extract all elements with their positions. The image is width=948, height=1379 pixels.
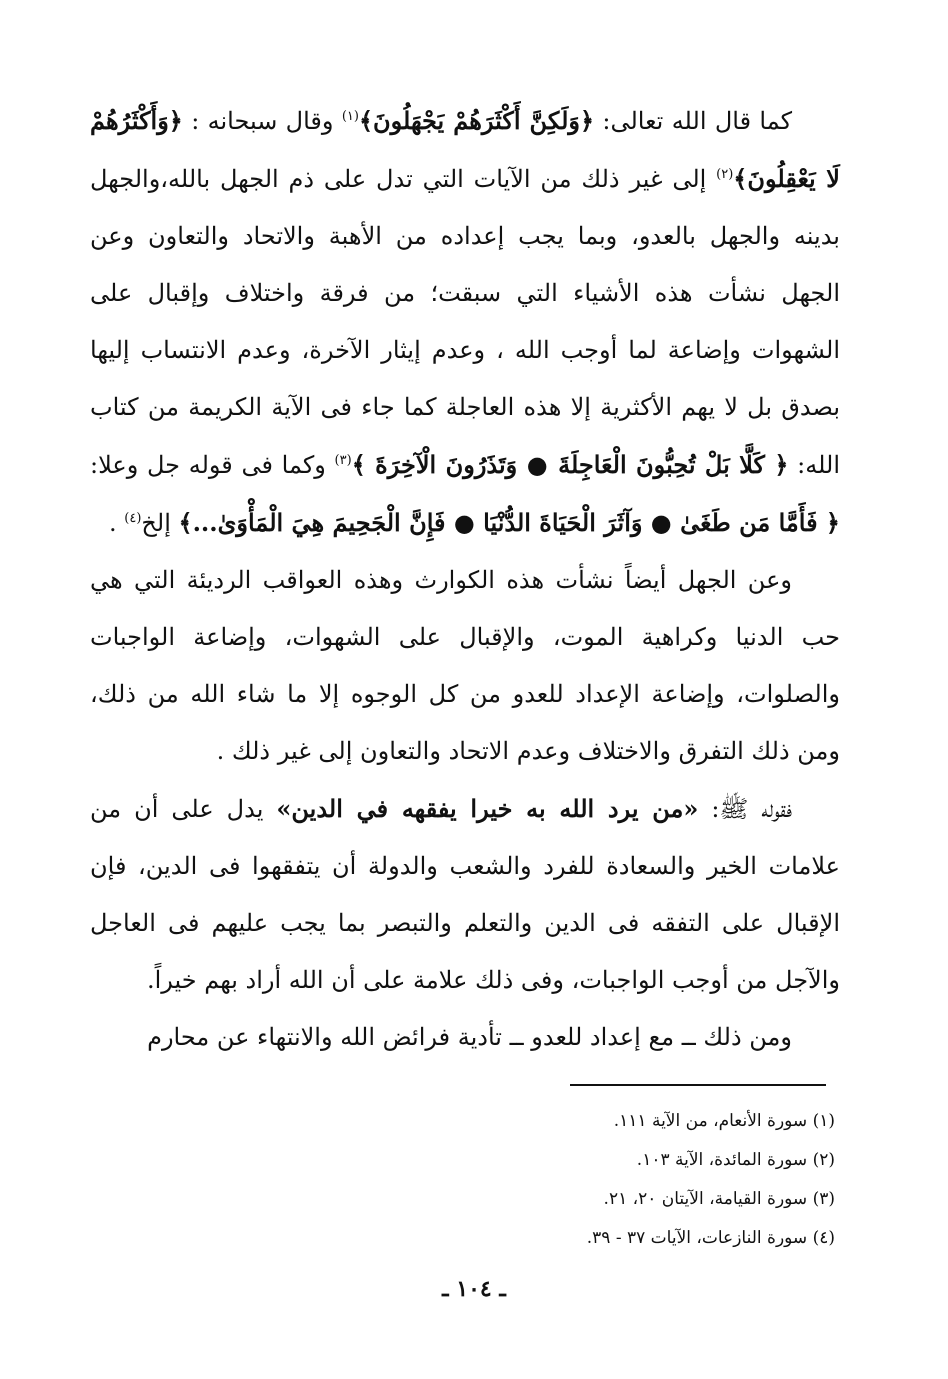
text-span: إلخ (141, 509, 179, 537)
paragraph-4: ومن ذلك ــ مع إعداد للعدو ــ تأدية فرائض الله والانتهاء عن محارم (147, 1023, 792, 1051)
paragraph-3 (90, 780, 840, 1009)
text-span: إلى غير ذلك من الآيات التي تدل على ذم الجهل بالله،والجهل بدينه والجهل بالعدو، وبما يجب إعداده من الأهبة والاتحاد والتعاون وعن الجهل نشأت هذه الأشياء التي سبقت؛ من فرقة واختلاف وإقبال على الشهوات وإضاعة لما أوجب الله ، وعدم إيثار الآخرة، وعدم الانتساب إليها بصدق بل لا يهم الأكثرية إلا هذه العاجلة كما جاء فى الآية الكريمة من كتاب الله: (90, 165, 841, 479)
text-span: فقوله ﷺ: (698, 795, 792, 823)
text-span: يدل على أن من علامات الخير والسعادة للفرد والشعب والدولة أن يتفقهوا فى الدين، فإن الإقبال على التفقه فى الدين والتعلم والتبصر بما يجب عليهم فى العاجل والآجل من أوجب الواجبات، وفى ذلك علامة على أن الله أراد بهم خيراً. (90, 795, 840, 994)
footnote-ref-1[interactable]: (١) (341, 109, 359, 124)
paragraph-1 (90, 92, 840, 552)
quran-verse: ﴿ فَأَمَّا مَن طَغَىٰ ● وَآثَرَ الْحَيَاةَ الدُّنْيَا ● فَإِنَّ الْجَحِيمَ هِيَ الْمَأْوَىٰ...﴾ (178, 508, 840, 537)
footnote-4: (٤) سورة النازعات، الآيات ٣٧ - ٣٩. (586, 1228, 835, 1248)
footnote-2: (٢) سورة المائدة، الآية ١٠٣. (636, 1150, 835, 1170)
paragraph-2: وعن الجهل أيضاً نشأت هذه الكوارث وهذه العواقب الرديئة التي هي حب الدنيا وكراهية الموت، والإقبال على الشهوات، وإضاعة الواجبات والصلوات، وإضاعة الإعداد للعدو من كل الوجوه إلا ما شاء الله من ذلك، ومن ذلك التفرق والاختلاف وعدم الاتحاد والتعاون إلى غير ذلك . (90, 566, 840, 765)
text-span: وقال سبحانه : (182, 107, 342, 135)
footnote-ref-4[interactable]: (٤) (124, 511, 142, 526)
footnotes (90, 1102, 835, 1258)
footnote-1: (١) سورة الأنعام، من الآية ١١١. (613, 1111, 835, 1131)
text-span: كما قال الله تعالى: (594, 107, 792, 135)
quran-verse: ﴿وَلَكِنَّ أَكْثَرَهُمْ يَجْهَلُونَ﴾ (358, 106, 595, 135)
quran-verse: ﴿ كَلَّا بَلْ تُحِبُّونَ الْعَاجِلَةَ ● وَتَذَرُونَ الْآخِرَةَ ﴾ (351, 450, 789, 479)
footnote-ref-3[interactable]: (٣) (334, 453, 352, 468)
page-number: ـ ١٠٤ ـ (442, 1276, 506, 1302)
footnote-divider (570, 1084, 826, 1086)
main-text (90, 92, 840, 1066)
footnote-ref-2[interactable]: (٢) (716, 167, 734, 182)
text-span: وكما فى قوله جل وعلا: (90, 451, 335, 479)
quran-verse: ﴿وَأَكْثَرُهُمْ لَا يَعْقِلُونَ﴾ (90, 106, 840, 193)
text-span: . (108, 509, 125, 537)
footnote-3: (٣) سورة القيامة، الآيتان ٢٠، ٢١. (603, 1189, 835, 1209)
hadith-quote: «من يرد الله به خيرا يفقهه في الدين» (276, 794, 699, 823)
